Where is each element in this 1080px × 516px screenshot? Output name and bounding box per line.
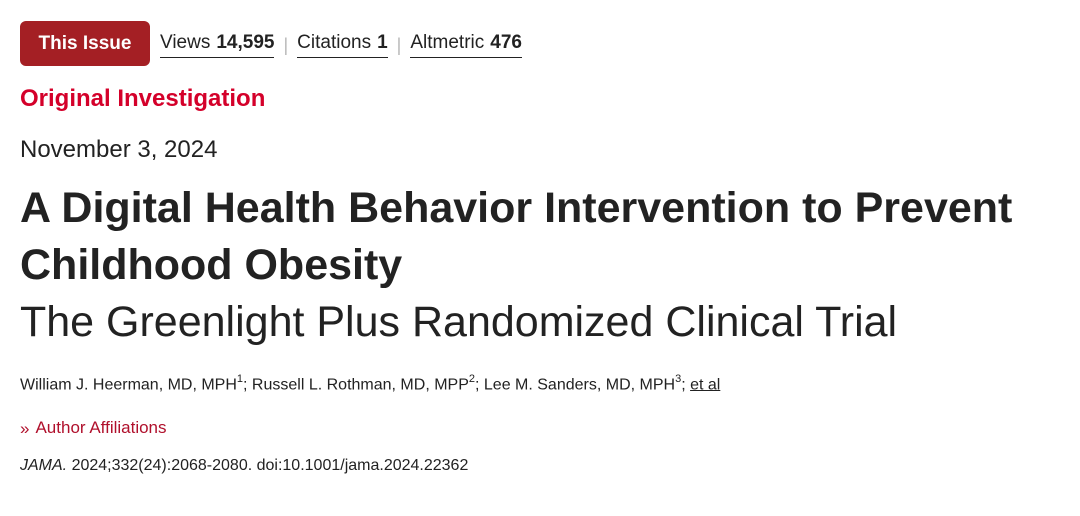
author-affiliation-number: 1 <box>236 373 244 385</box>
author-separator: ; <box>475 376 484 394</box>
citation-details: 2024;332(24):2068-2080. doi:10.1001/jama.2024.22362 <box>67 457 469 474</box>
et-al-link[interactable]: et al <box>690 376 721 394</box>
double-chevron-right-icon: » <box>20 418 30 438</box>
altmetric-value: 476 <box>490 32 522 53</box>
citation-line <box>20 457 468 475</box>
author-separator: ; <box>243 376 252 394</box>
altmetric-metric[interactable] <box>410 32 522 58</box>
metric-divider: | <box>283 34 289 55</box>
author-name: William J. Heerman, MD, MPH <box>20 376 237 394</box>
metric-divider: | <box>396 34 402 55</box>
journal-name: JAMA. <box>20 457 68 474</box>
views-value: 14,595 <box>216 32 275 53</box>
author-affiliations-label: Author Affiliations <box>35 418 167 437</box>
views-metric[interactable] <box>160 32 274 58</box>
citations-label: Citations <box>297 32 372 53</box>
altmetric-label: Altmetric <box>410 32 485 53</box>
citations-value: 1 <box>377 32 388 53</box>
article-title: A Digital Health Behavior Intervention to Prevent Childhood Obesity <box>20 184 1013 289</box>
article-metrics <box>160 30 522 60</box>
views-label: Views <box>160 32 211 53</box>
author-affiliations-toggle[interactable] <box>20 418 167 438</box>
author-affiliation-number: 3 <box>675 373 682 385</box>
article-type-link[interactable]: Original Investigation <box>20 85 266 112</box>
citations-metric[interactable] <box>297 32 388 58</box>
publication-date: November 3, 2024 <box>20 136 218 163</box>
author-name: Lee M. Sanders, MD, MPH <box>483 376 676 394</box>
author-list <box>20 374 720 394</box>
article-subtitle: The Greenlight Plus Randomized Clinical Trial <box>20 298 898 346</box>
this-issue-button[interactable]: This Issue <box>20 21 150 66</box>
author-separator: ; <box>681 376 691 394</box>
author-name: Russell L. Rothman, MD, MPP <box>251 376 469 394</box>
author-affiliation-number: 2 <box>468 373 475 385</box>
